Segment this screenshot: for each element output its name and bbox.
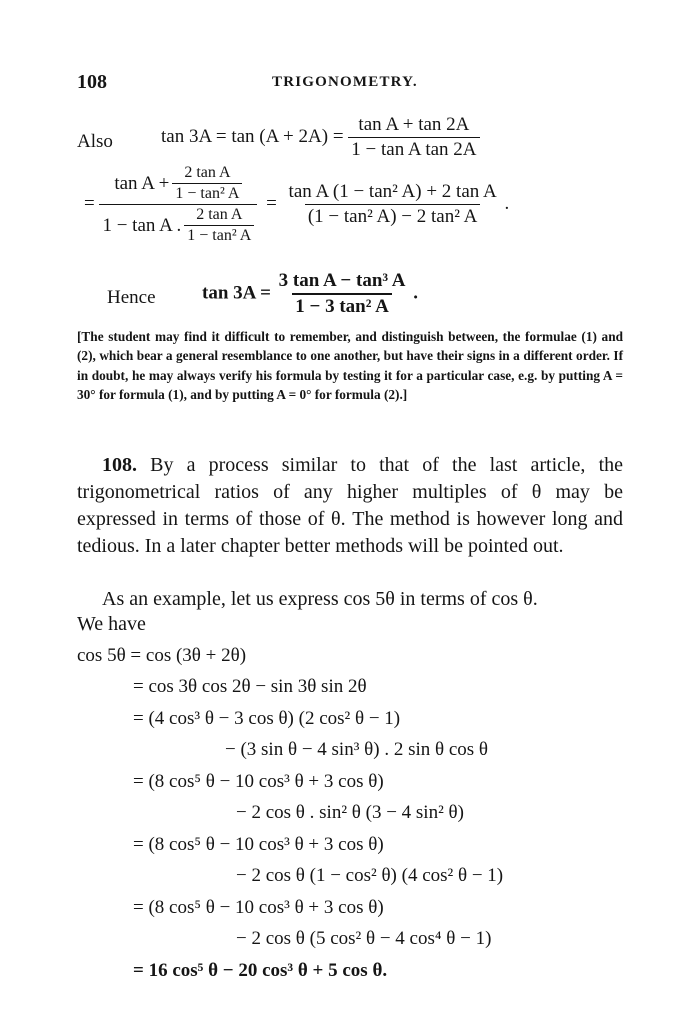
section-number: 108.	[102, 454, 137, 476]
complex-bottom-small-fraction	[184, 206, 254, 245]
derivation-line-10: − 2 cos θ (5 cos² θ − 4 cos⁴ θ − 1)	[236, 928, 492, 949]
complex-big-num	[111, 164, 245, 204]
complex-bottom-small-den: 1 − tan² A	[184, 225, 254, 245]
hence-lhs: tan 3A =	[202, 282, 271, 304]
also-label: Also	[77, 131, 113, 152]
complex-top-small-num: 2 tan A	[184, 164, 231, 181]
derivation-line-4: − (3 sin θ − 4 sin³ θ) . 2 sin θ cos θ	[225, 739, 489, 760]
derivation-line-5: = (8 cos⁵ θ − 10 cos³ θ + 3 cos θ)	[133, 771, 384, 792]
derivation-line-7: = (8 cos⁵ θ − 10 cos³ θ + 3 cos θ)	[133, 834, 384, 855]
running-title: TRIGONOMETRY.	[272, 74, 418, 90]
complex-eq-sign: =	[84, 192, 95, 214]
example-text: As an example, let us express cos 5θ in terms of cos θ.	[102, 588, 538, 610]
complex-right-den: (1 − tan² A) − 2 tan² A	[305, 204, 481, 228]
complex-right-end: .	[504, 192, 510, 214]
section-text: By a process similar to that of the last article, the trigonometrical ratios of any higher multiples of θ may be expressed in terms of those of θ. The method is however long and tedious. In a later chapter better methods will be pointed out.	[77, 454, 624, 557]
also-fraction	[348, 114, 479, 161]
complex-equation	[84, 164, 509, 245]
hence-end: .	[413, 282, 419, 304]
complex-bottom-small-num: 2 tan A	[196, 206, 243, 223]
hence-fraction-num: 3 tan A − tan³ A	[278, 270, 406, 291]
also-fraction-den: 1 − tan A tan 2A	[348, 137, 479, 161]
we-have: We have	[77, 613, 146, 635]
complex-mid-eq: =	[266, 192, 277, 214]
derivation-line-11: = 16 cos⁵ θ − 20 cos³ θ + 5 cos θ.	[133, 960, 388, 981]
derivation-line-2: = cos 3θ cos 2θ − sin 3θ sin 2θ	[133, 676, 367, 697]
derivation-line-6: − 2 cos θ . sin² θ (3 − 4 sin² θ)	[236, 802, 464, 823]
complex-top-small-den: 1 − tan² A	[172, 183, 242, 203]
complex-big-fraction	[99, 164, 257, 245]
page-number: 108	[77, 71, 107, 93]
complex-right-num: tan A (1 − tan² A) + 2 tan A	[288, 181, 497, 202]
complex-top-small-fraction	[172, 164, 242, 203]
also-equation	[161, 114, 480, 161]
also-fraction-num: tan A + tan 2A	[358, 114, 470, 135]
also-lhs: tan 3A = tan (A + 2A) =	[161, 125, 344, 147]
derivation-line-3: = (4 cos³ θ − 3 cos θ) (2 cos² θ − 1)	[133, 708, 401, 729]
hence-fraction-den: 1 − 3 tan² A	[292, 293, 392, 318]
example-paragraph	[77, 586, 623, 613]
complex-top-prefix: tan A +	[114, 172, 170, 194]
hence-fraction	[276, 270, 409, 318]
complex-right-fraction	[286, 181, 500, 228]
hence-label: Hence	[107, 287, 156, 308]
derivation-line-8: − 2 cos θ (1 − cos² θ) (4 cos² θ − 1)	[236, 865, 504, 886]
hence-equation	[202, 270, 418, 318]
complex-bottom-prefix: 1 − tan A .	[102, 214, 182, 236]
complex-big-den	[99, 204, 257, 245]
section-paragraph	[77, 452, 623, 560]
student-note: [The student may find it difficult to remember, and distinguish between, the formulae (1) and (2), which bear a general resemblance to one another, but have their signs in a different order. If in doubt, he may always verify his formula by testing it for a particular case, e.g. by putting A = 30° for formula (1), and by putting A = 0° for formula (2).]	[77, 329, 623, 403]
derivation-line-9: = (8 cos⁵ θ − 10 cos³ θ + 3 cos θ)	[133, 897, 384, 918]
derivation-line-1: cos 5θ = cos (3θ + 2θ)	[77, 645, 247, 666]
